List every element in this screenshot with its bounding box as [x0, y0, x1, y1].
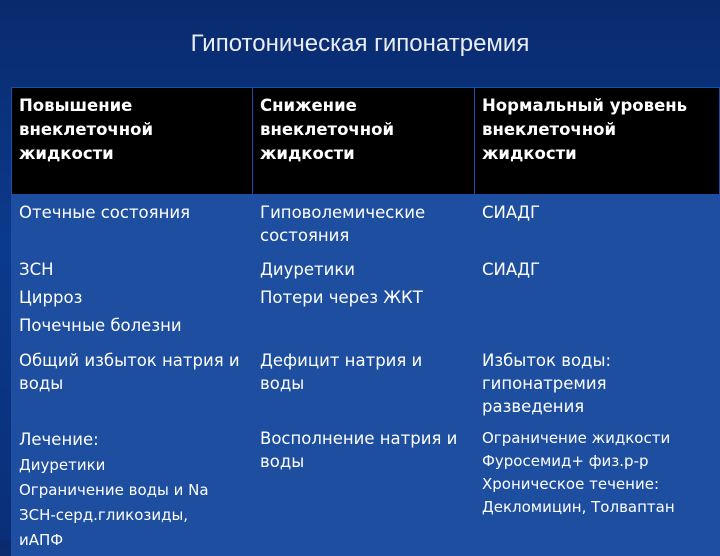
list-item: Ограничение жидкости	[482, 429, 671, 447]
hyponatremia-table	[11, 87, 720, 556]
list-item: Цирроз	[19, 288, 83, 307]
list-item: Диуретики	[260, 260, 356, 279]
cell-edema-states: Отечные состояния	[12, 195, 253, 250]
list-item: Ограничение воды и Na	[19, 481, 209, 499]
cell-hypovolemic-states: Гиповолемические состояния	[253, 195, 475, 250]
cell-water-excess: Избыток воды: гипонатремия разведения	[475, 343, 720, 421]
list-item: Фуросемид+ физ.р-р	[482, 452, 649, 470]
header-decrease-ecf: Снижение внеклеточной жидкости	[253, 88, 475, 195]
list-item: Хроническое течение: Декломицин, Толваптан	[482, 475, 675, 516]
cell-causes-normal	[475, 250, 720, 343]
table-row	[12, 343, 720, 421]
cell-treatment-decrease: Восполнение натрия и воды	[253, 421, 475, 556]
cell-treatment-increase	[12, 421, 253, 556]
list-item: ЗСН-серд.гликозиды,	[19, 506, 189, 524]
list-item: ЗСН	[19, 260, 54, 279]
list-item: Почечные болезни	[19, 316, 182, 335]
cell-causes-decrease	[253, 250, 475, 343]
list-item: Диуретики	[19, 456, 106, 474]
slide-title: Гипотоническая гипонатремия	[190, 30, 530, 57]
header-normal-ecf: Нормальный уровень внеклеточной жидкости	[475, 88, 720, 195]
cell-deficit: Дефицит натрия и воды	[253, 343, 475, 421]
cell-total-excess: Общий избыток натрия и воды	[12, 343, 253, 421]
table-row	[12, 250, 720, 343]
cell-treatment-normal	[475, 421, 720, 556]
list-item: иАПФ	[19, 531, 64, 549]
cell-siadh: СИАДГ	[475, 195, 720, 250]
table-row	[12, 421, 720, 556]
header-increase-ecf: Повышение внеклеточной жидкости	[12, 88, 253, 195]
list-item: СИАДГ	[482, 260, 541, 279]
treatment-heading: Лечение:	[19, 430, 99, 449]
table-row	[12, 195, 720, 250]
table-header-row	[12, 88, 720, 195]
list-item: Потери через ЖКТ	[260, 288, 423, 307]
cell-causes-increase	[12, 250, 253, 343]
